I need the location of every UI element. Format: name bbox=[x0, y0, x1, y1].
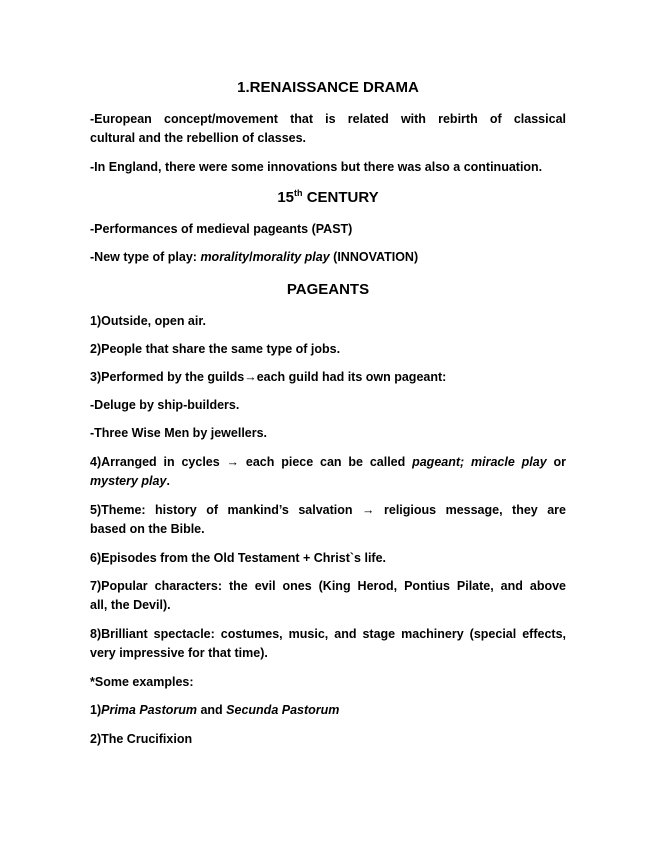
pageant-point-7-line-1: 7)Popular characters: the evil ones (King Herod, Pontius Pilate, and above bbox=[90, 579, 566, 593]
intro-paragraph-1 bbox=[90, 110, 566, 148]
examples-heading: *Some examples: bbox=[90, 675, 194, 689]
pageant-point-5-before: 5)Theme: history of mankind’s salvation bbox=[90, 503, 363, 517]
pageant-point-7 bbox=[90, 577, 566, 615]
arrow-right-icon: → bbox=[244, 370, 257, 384]
arrow-right-icon: → bbox=[226, 455, 240, 469]
century-heading bbox=[90, 189, 566, 207]
century-suffix: th bbox=[294, 188, 303, 198]
pageant-point-8-line-1: 8)Brilliant spectacle: costumes, music, and stage machinery (special effects, bbox=[90, 627, 566, 641]
pageant-point-7-line-2: all, the Devil). bbox=[90, 598, 171, 612]
pageant-point-4-middle: each piece can be called bbox=[239, 455, 413, 469]
example-1-and: and bbox=[197, 703, 227, 717]
pageant-point-6: 6)Episodes from the Old Testament + Christ`s life. bbox=[90, 551, 387, 565]
pageant-point-3a: -Deluge by ship-builders. bbox=[90, 398, 240, 412]
century-point-2-italic-morality-play: morality play bbox=[252, 250, 330, 264]
intro-paragraph-1-line-2: cultural and the rebellion of classes. bbox=[90, 131, 307, 145]
example-2: 2)The Crucifixion bbox=[90, 732, 193, 746]
arrow-right-icon: → bbox=[362, 503, 375, 517]
pageant-point-5-line-2: based on the Bible. bbox=[90, 522, 205, 536]
pageant-point-4 bbox=[90, 453, 566, 491]
pageants-heading: PAGEANTS bbox=[286, 281, 370, 298]
pageant-point-8-line-2: very impressive for that time). bbox=[90, 646, 268, 660]
century-point-2-suffix: (INNOVATION) bbox=[329, 250, 419, 264]
century-point-1: -Performances of medieval pageants (PAST) bbox=[90, 222, 353, 236]
century-point-2-separator: / bbox=[249, 250, 253, 264]
example-1 bbox=[90, 701, 566, 720]
pageant-point-5 bbox=[90, 501, 566, 539]
intro-paragraph-2: -In England, there were some innovations but there was also a continuation. bbox=[90, 160, 543, 174]
pageant-point-4-line-1 bbox=[90, 453, 566, 472]
document-title: 1.RENAISSANCE DRAMA bbox=[237, 79, 419, 96]
century-point-2-prefix: -New type of play: bbox=[90, 250, 201, 264]
century-word: CENTURY bbox=[302, 189, 379, 206]
pageant-point-1: 1)Outside, open air. bbox=[90, 314, 206, 328]
pageant-point-4-line-2 bbox=[90, 474, 170, 488]
example-1-secunda-pastorum: Secunda Pastorum bbox=[226, 703, 340, 717]
pageant-point-8 bbox=[90, 625, 566, 663]
pageant-point-4-italic-terms: pageant; miracle play bbox=[412, 455, 547, 469]
pageant-point-3-before: 3)Performed by the guilds bbox=[90, 370, 245, 384]
pageant-point-3-after: each guild had its own pageant: bbox=[256, 370, 447, 384]
pageant-point-5-line-1 bbox=[90, 501, 566, 520]
century-point-2-italic-morality: morality bbox=[200, 250, 250, 264]
intro-paragraph-1-line-1: -European concept/movement that is related with rebirth of classical bbox=[90, 112, 566, 126]
pageant-point-4-before: 4)Arranged in cycles bbox=[90, 455, 227, 469]
pageant-point-4-or: or bbox=[546, 455, 566, 469]
pageant-point-5-after: religious message, they are bbox=[374, 503, 566, 517]
pageant-point-4-end: . bbox=[166, 474, 170, 488]
pageant-point-3 bbox=[90, 368, 566, 387]
example-1-number: 1) bbox=[90, 703, 102, 717]
century-point-2 bbox=[90, 248, 566, 267]
pageant-point-4-italic-mystery-play: mystery play bbox=[90, 474, 167, 488]
century-number: 15 bbox=[277, 189, 295, 206]
pageant-point-2: 2)People that share the same type of jobs. bbox=[90, 342, 341, 356]
example-1-prima-pastorum: Prima Pastorum bbox=[101, 703, 197, 717]
pageant-point-3b: -Three Wise Men by jewellers. bbox=[90, 426, 268, 440]
